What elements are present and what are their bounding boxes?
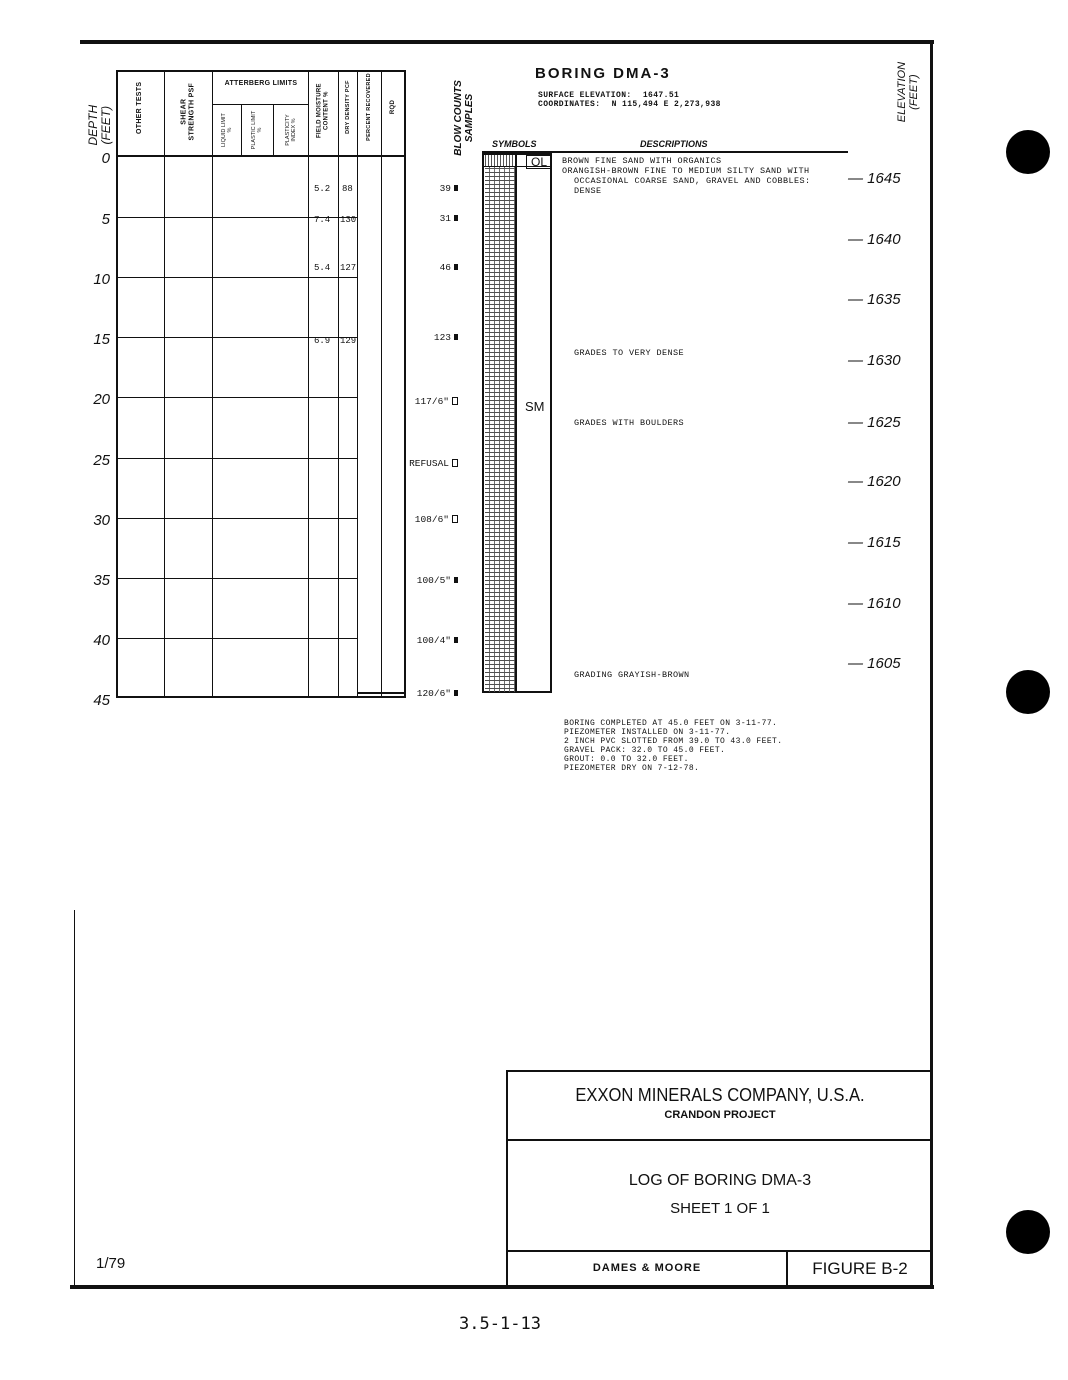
figure-number: FIGURE B-2 bbox=[812, 1259, 908, 1278]
moisture-value: 6.9 bbox=[314, 336, 331, 346]
description-line: OCCASIONAL COARSE SAND, GRAVEL AND COBBLES: bbox=[574, 176, 811, 186]
elevation-tick: — 1610 bbox=[848, 595, 901, 612]
symbols-header: SYMBOLS bbox=[492, 139, 537, 149]
blow-count: 46 bbox=[388, 262, 458, 273]
header-plastic-limit: PLASTIC LIMIT % bbox=[250, 110, 263, 150]
density-value: 129 bbox=[340, 336, 357, 346]
depth-tick: 0 bbox=[101, 150, 110, 167]
note-line: GROUT: 0.0 TO 32.0 FEET. bbox=[564, 755, 689, 764]
elevation-tick: — 1615 bbox=[848, 534, 901, 551]
row-line bbox=[116, 518, 357, 519]
blow-count: 100/4" bbox=[388, 635, 458, 646]
blow-count: 108/6" bbox=[388, 514, 458, 525]
note-line: 2 INCH PVC SLOTTED FROM 39.0 TO 43.0 FEET. bbox=[564, 737, 783, 746]
table-left-line bbox=[116, 70, 118, 698]
project-name: CRANDON PROJECT bbox=[664, 1109, 776, 1121]
depth-tick: 10 bbox=[93, 271, 110, 288]
header-dry-density: DRY DENSITY PCF bbox=[344, 80, 351, 134]
table-top-line bbox=[116, 70, 406, 72]
elevation-axis-label: ELEVATION (FEET) bbox=[895, 61, 920, 123]
firm-name: DAMES & MOORE bbox=[592, 1262, 702, 1274]
company-name: EXXON MINERALS COMPANY, U.S.A. bbox=[575, 1085, 865, 1105]
title-block-top-line bbox=[506, 1070, 932, 1072]
header-other-tests: OTHER TESTS bbox=[136, 81, 144, 134]
symbol-ol: OL bbox=[526, 155, 552, 169]
col-divider bbox=[357, 70, 358, 698]
header-percent-recovered: PERCENT RECOVERED bbox=[365, 73, 372, 141]
blow-count: 100/5" bbox=[388, 575, 458, 586]
sheet-number: SHEET 1 OF 1 bbox=[670, 1200, 770, 1217]
header-liquid-limit: LIQUID LIMIT % bbox=[220, 113, 233, 148]
drawing-date: 1/79 bbox=[96, 1255, 126, 1272]
frame-right-border bbox=[930, 40, 933, 1288]
header-rqd: RQD bbox=[390, 99, 396, 115]
row-line bbox=[116, 638, 357, 639]
description-boulders: GRADES WITH BOULDERS bbox=[574, 418, 685, 428]
elevation-tick: — 1625 bbox=[848, 414, 901, 431]
page-number: 3.5-1-13 bbox=[459, 1314, 541, 1334]
elevation-tick: — 1645 bbox=[848, 170, 901, 187]
elevation-tick: — 1635 bbox=[848, 291, 901, 308]
title-block-divider bbox=[506, 1250, 932, 1252]
col-divider bbox=[212, 70, 213, 698]
elevation-tick: — 1620 bbox=[848, 473, 901, 490]
depth-axis-label: DEPTH (FEET) bbox=[85, 104, 113, 146]
note-line: GRAVEL PACK: 32.0 TO 45.0 FEET. bbox=[564, 746, 726, 755]
symbol-sm: SM bbox=[525, 399, 545, 414]
description-line: DENSE bbox=[574, 186, 602, 196]
surface-elevation-label: SURFACE ELEVATION: bbox=[538, 91, 632, 100]
boring-title: BORING DMA-3 bbox=[535, 65, 671, 82]
blow-count: 31 bbox=[388, 213, 458, 224]
col-divider bbox=[164, 70, 165, 698]
elevation-tick: — 1640 bbox=[848, 231, 901, 248]
coordinates bbox=[538, 101, 721, 109]
punch-hole-bottom bbox=[1006, 1210, 1050, 1254]
description-grayish-brown: GRADING GRAYISH-BROWN bbox=[574, 670, 690, 680]
frame-top-border bbox=[80, 40, 934, 44]
header-field-moisture: FIELD MOISTURE CONTENT % bbox=[316, 83, 329, 139]
blow-count: 117/6" bbox=[388, 396, 458, 407]
blow-counts-label: BLOW COUNTS SAMPLES bbox=[453, 80, 475, 156]
col-divider bbox=[338, 70, 339, 698]
blow-count: 39 bbox=[388, 183, 458, 194]
depth-tick: 30 bbox=[93, 512, 110, 529]
elevation-tick: — 1605 bbox=[848, 655, 901, 672]
depth-tick: 15 bbox=[93, 331, 110, 348]
row-line bbox=[116, 458, 357, 459]
table-right-line bbox=[404, 70, 406, 698]
surface-elevation bbox=[538, 92, 679, 100]
soil-pattern bbox=[485, 167, 516, 692]
row-line bbox=[116, 397, 357, 398]
frame-bottom-border bbox=[70, 1285, 934, 1289]
density-value: 130 bbox=[340, 215, 357, 225]
header-plasticity-index: PLASTICITY INDEX % bbox=[284, 114, 297, 146]
description-very-dense: GRADES TO VERY DENSE bbox=[574, 348, 685, 358]
header-shear-strength: SHEAR STRENGTH PSF bbox=[180, 82, 195, 141]
col-divider bbox=[241, 104, 242, 156]
row-line bbox=[116, 578, 357, 579]
note-line: PIEZOMETER DRY ON 7-12-78. bbox=[564, 764, 700, 773]
log-divider bbox=[515, 153, 517, 693]
log-title: LOG OF BORING DMA-3 bbox=[628, 1172, 812, 1189]
moisture-value: 5.2 bbox=[314, 184, 331, 194]
header-atterberg-limits: ATTERBERG LIMITS bbox=[224, 80, 298, 87]
depth-tick: 20 bbox=[93, 391, 110, 408]
frame-left-border bbox=[74, 910, 75, 1286]
depth-tick: 25 bbox=[93, 452, 110, 469]
description-line: ORANGISH-BROWN FINE TO MEDIUM SILTY SAND WITH bbox=[562, 166, 810, 176]
note-line: PIEZOMETER INSTALLED ON 3-11-77. bbox=[564, 728, 731, 737]
coordinates-label: COORDINATES: bbox=[538, 100, 601, 109]
descriptions-header: DESCRIPTIONS bbox=[640, 139, 708, 149]
depth-tick: 5 bbox=[101, 211, 110, 228]
description-line: BROWN FINE SAND WITH ORGANICS bbox=[562, 156, 722, 166]
col-divider bbox=[308, 70, 309, 698]
depth-tick: 40 bbox=[93, 632, 110, 649]
row-line bbox=[116, 277, 357, 278]
col-divider bbox=[381, 70, 382, 698]
table-header-bottom-line bbox=[116, 155, 406, 157]
elevation-tick: — 1630 bbox=[848, 352, 901, 369]
punch-hole-middle bbox=[1006, 670, 1050, 714]
density-value: 127 bbox=[340, 263, 357, 273]
surface-elevation-value: 1647.51 bbox=[642, 91, 680, 100]
table-bottom-line bbox=[116, 696, 406, 698]
title-block-divider bbox=[506, 1139, 932, 1141]
blow-count: 123 bbox=[388, 332, 458, 343]
note-line: BORING COMPLETED AT 45.0 FEET ON 3-11-77. bbox=[564, 719, 778, 728]
blow-count: 120/6" bbox=[388, 688, 458, 699]
coordinates-value: N 115,494 E 2,273,938 bbox=[611, 100, 721, 109]
punch-hole-top bbox=[1006, 130, 1050, 174]
blow-count: REFUSAL bbox=[388, 458, 458, 469]
depth-tick: 35 bbox=[93, 572, 110, 589]
moisture-value: 5.4 bbox=[314, 263, 331, 273]
atterberg-divider bbox=[212, 104, 308, 105]
depth-tick: 45 bbox=[93, 692, 110, 709]
col-divider bbox=[273, 104, 274, 156]
moisture-value: 7.4 bbox=[314, 215, 331, 225]
density-value: 88 bbox=[342, 184, 353, 194]
